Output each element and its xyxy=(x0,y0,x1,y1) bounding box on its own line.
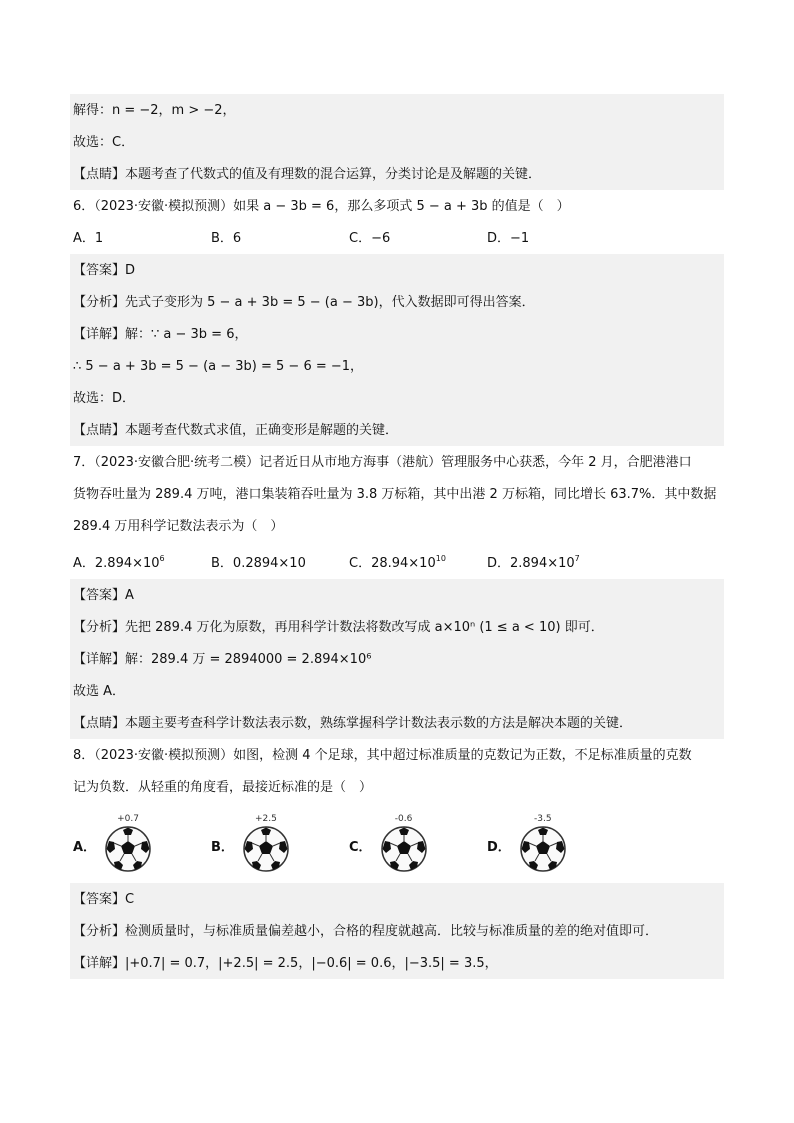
ball-option-d xyxy=(487,814,625,873)
soccer-ball xyxy=(380,814,428,873)
tip-line: 【点睛】本题考查代数式求值，正确变形是解题的关键． xyxy=(70,414,724,446)
tip-line: 【点睛】本题考查了代数式的值及有理数的混合运算，分类讨论是及解题的关键． xyxy=(70,158,724,190)
question-8-line-1: 8．（2023·安徽·模拟预测）如图，检测 4 个足球，其中超过标准质量的克数记为正数，不足标准质量的克数 xyxy=(73,748,692,763)
mass-deviation-label: +0.7 xyxy=(117,814,139,824)
question-7-options xyxy=(70,542,724,579)
analysis-line: 【分析】先式子变形为 5 − a + 3b = 5 − (a − 3b)，代入数据即可得出答案． xyxy=(70,286,724,318)
choice-line: 故选 A． xyxy=(70,675,724,707)
ball-option-c xyxy=(349,814,487,873)
detail-line: ∴ 5 − a + 3b = 5 − (a − 3b) = 5 − 6 = −1， xyxy=(70,350,724,382)
soccer-ball xyxy=(104,814,152,873)
mass-deviation-label: -3.5 xyxy=(534,814,552,824)
soccer-ball xyxy=(242,814,290,873)
option-a: A．$2.894\times 10^6$ xyxy=(73,554,165,571)
soccer-ball-icon xyxy=(519,825,567,873)
solution-line: 解得：n = −2，m > −2， xyxy=(70,94,724,126)
option-b: B．0.2894×10 xyxy=(211,556,306,571)
question-7-line-2: 货物吞吐量为 289.4 万吨，港口集装箱吞吐量为 3.8 万标箱，其中出港 2 万标箱，同比增长 63.7%．其中数据 xyxy=(73,487,717,502)
detail-line: 【详解】解：∵ a − 3b = 6， xyxy=(70,318,724,350)
ball-option-b xyxy=(211,814,349,873)
soccer-ball xyxy=(519,814,567,873)
soccer-ball-icon xyxy=(104,825,152,873)
option-label: D． xyxy=(487,840,511,855)
mass-deviation-label: +2.5 xyxy=(254,814,277,824)
question-8-line-2: 记为负数．从轻重的角度看，最接近标准的是（ ） xyxy=(73,780,373,795)
question-8-options xyxy=(70,803,724,883)
detail-line: 【详解】解：289.4 万 = 2894000 = 2.894×10⁶ xyxy=(70,643,724,675)
choice-line: 故选：C． xyxy=(70,126,724,158)
detail-line: 【详解】|+0.7| = 0.7，|+2.5| = 2.5，|−0.6| = 0.6，|−3.5| = 3.5， xyxy=(70,947,724,979)
document-page xyxy=(70,94,724,979)
question-7-line-1: 7．（2023·安徽合肥·统考二模）记者近日从市地方海事（港航）管理服务中心获悉，今年 2 月，合肥港港口 xyxy=(73,455,692,470)
option-d: D．$2.894\times 10^7$ xyxy=(487,554,580,571)
soccer-ball-icon xyxy=(380,825,428,873)
question-7-line-3: 289.4 万用科学记数法表示为（ ） xyxy=(73,519,284,534)
ball-option-a xyxy=(73,814,211,873)
answer-line: 【答案】C xyxy=(70,883,724,915)
option-label: C． xyxy=(349,840,372,855)
tip-line: 【点睛】本题主要考查科学计数法表示数，熟练掌握科学计数法表示数的方法是解决本题的关键． xyxy=(70,707,724,739)
option-label: B． xyxy=(211,840,234,855)
option-b: B．6 xyxy=(211,231,242,246)
option-c: C．$28.94\times 10^{10}$ xyxy=(349,554,446,571)
answer-line: 【答案】A xyxy=(70,579,724,611)
analysis-line: 【分析】先把 289.4 万化为原数，再用科学计数法将数改写成 a×10ⁿ (1 ≤ a < 10) 即可． xyxy=(70,611,724,643)
mass-deviation-label: -0.6 xyxy=(394,814,413,824)
question-6: 6．（2023·安徽·模拟预测）如果 a − 3b = 6，那么多项式 5 − a + 3b 的值是（ ） xyxy=(73,199,570,214)
choice-line: 故选：D． xyxy=(70,382,724,414)
analysis-line: 【分析】检测质量时，与标准质量偏差越小，合格的程度就越高．比较与标准质量的差的绝对值即可． xyxy=(70,915,724,947)
soccer-ball-icon xyxy=(242,825,290,873)
option-d: D．−1 xyxy=(487,231,530,246)
option-label: A． xyxy=(73,840,97,855)
option-a: A．1 xyxy=(73,231,104,246)
answer-line: 【答案】D xyxy=(70,254,724,286)
option-c: C．−6 xyxy=(349,231,391,246)
question-6-options xyxy=(70,222,724,254)
